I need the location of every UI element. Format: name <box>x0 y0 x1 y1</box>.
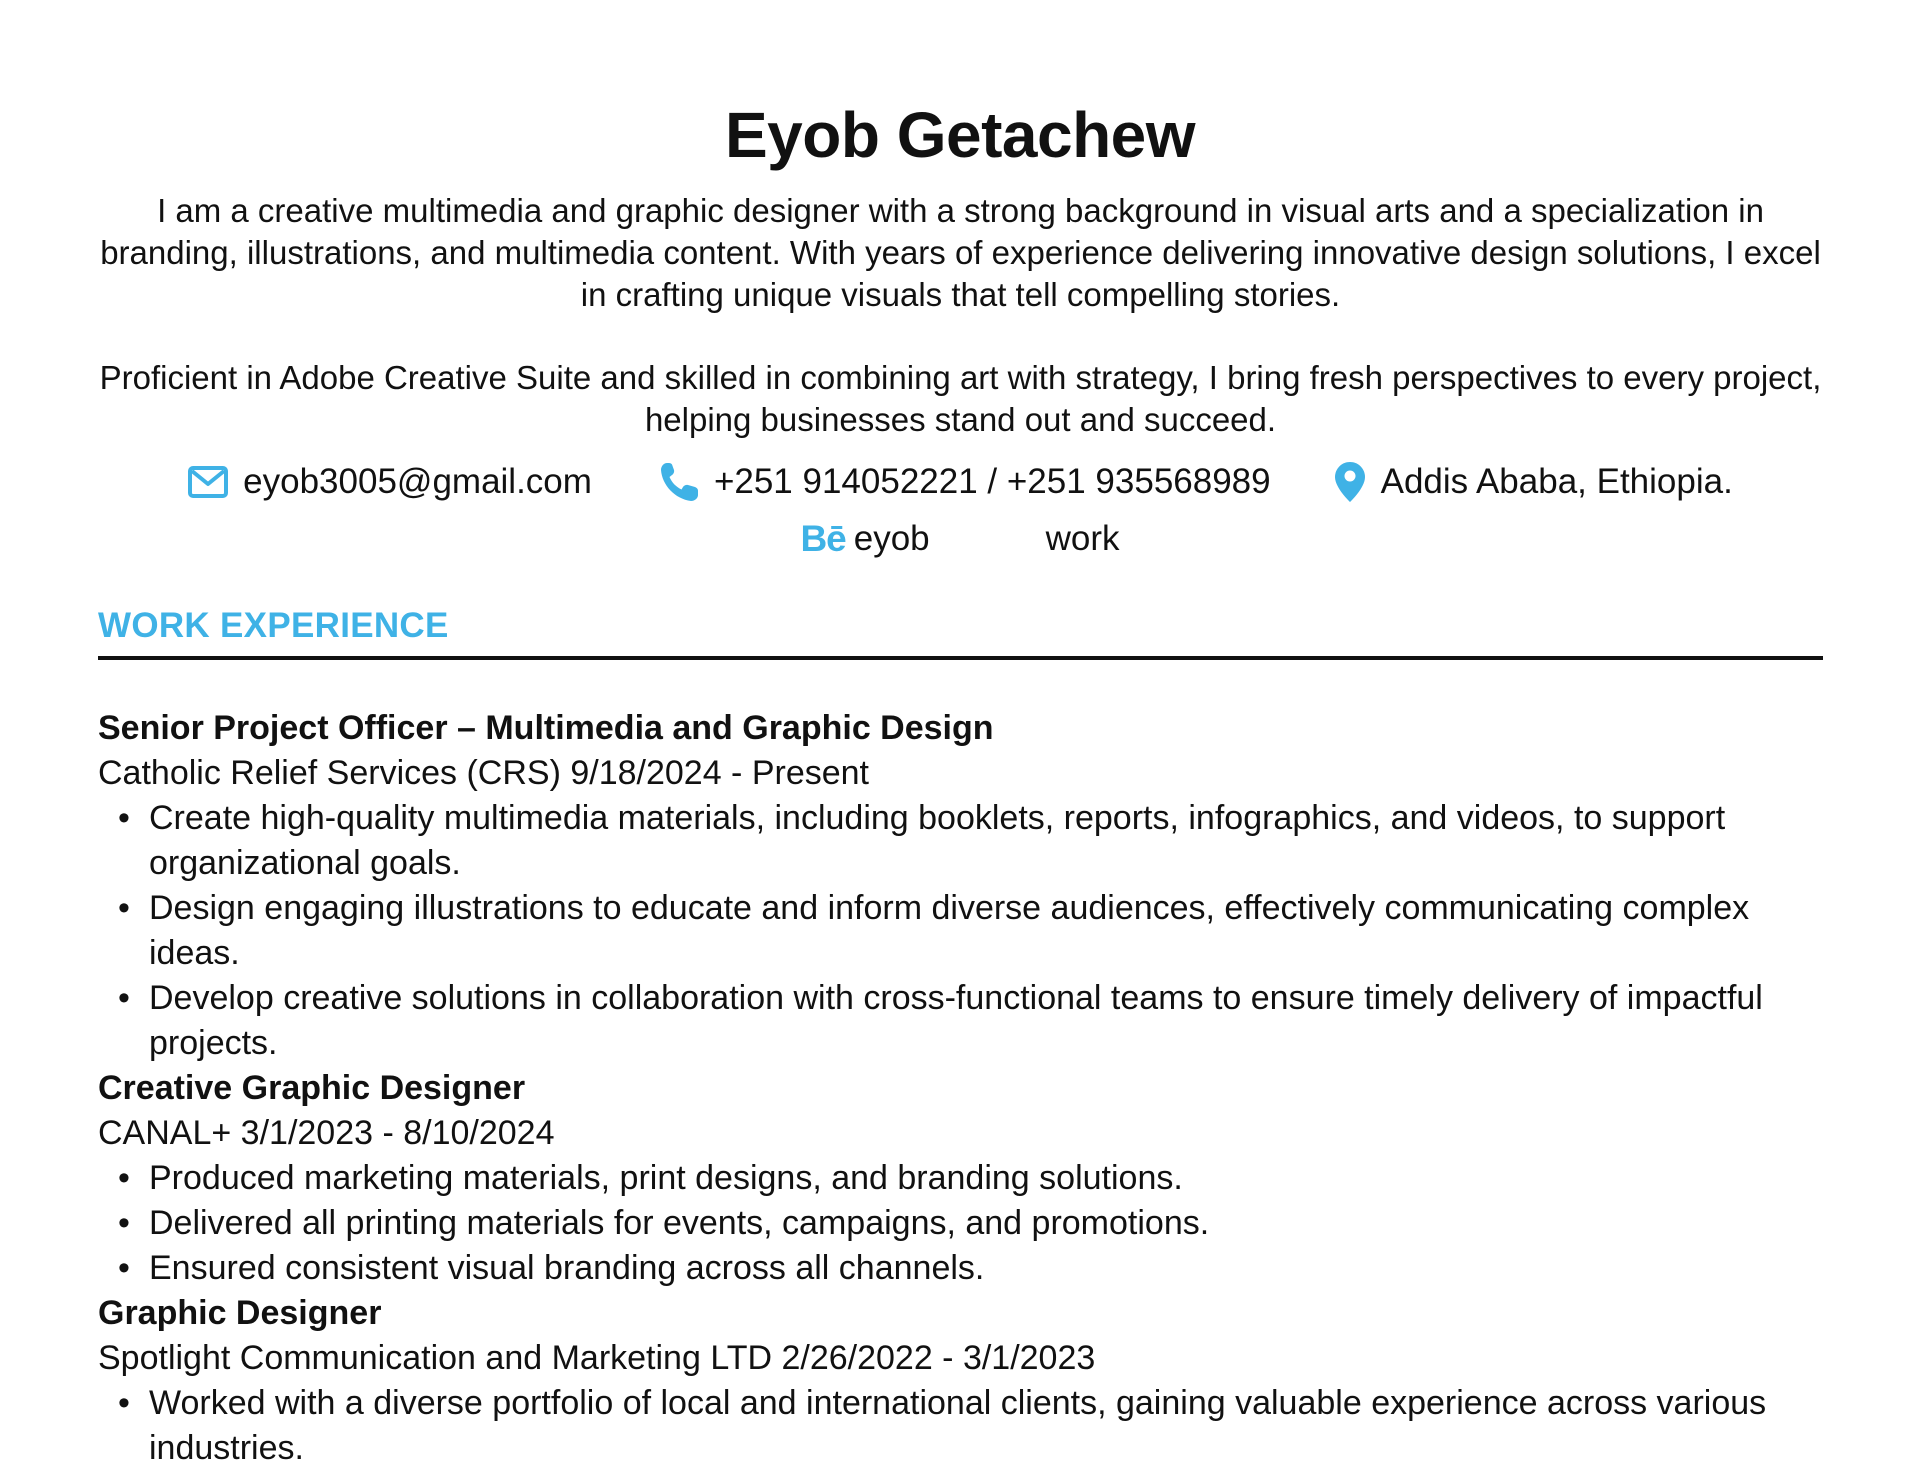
bullet-item: • Create high-quality multimedia materials, including booklets, reports, infographics, and videos, to support organizational goals. <box>98 796 1823 886</box>
behance-icon: Bē <box>800 518 846 559</box>
work-text: work <box>1045 519 1120 558</box>
job-bullets <box>98 1156 1823 1291</box>
email-contact[interactable] <box>187 461 592 503</box>
job-entry <box>98 1291 1823 1471</box>
summary-paragraph-2: Proficient in Adobe Creative Suite and skilled in combining art with strategy, I bring fresh perspectives to every project, helping businesses stand out and succeed. <box>99 359 1822 438</box>
bullet-item: • Delivered all printing materials for events, campaigns, and promotions. <box>98 1201 1823 1246</box>
work-experience-heading: WORK EXPERIENCE <box>98 606 449 645</box>
job-entry <box>98 706 1823 1066</box>
job-title: Graphic Designer <box>98 1294 382 1332</box>
behance-text: eyob <box>853 519 930 558</box>
work-link[interactable] <box>1046 518 1120 560</box>
bullet-item: • Design engaging illustrations to educate and inform diverse audiences, effectively communicating complex ideas. <box>98 886 1823 976</box>
bullet-item: • Ensured consistent visual branding across all channels. <box>98 1246 1823 1291</box>
phone-icon <box>658 460 700 504</box>
work-experience-list <box>98 706 1823 1471</box>
section-divider <box>98 656 1823 660</box>
job-company-dates: Catholic Relief Services (CRS) 9/18/2024 - Present <box>98 754 869 792</box>
location-contact <box>1333 460 1733 504</box>
job-title: Creative Graphic Designer <box>98 1069 526 1107</box>
job-company-dates: CANAL+ 3/1/2023 - 8/10/2024 <box>98 1114 555 1152</box>
bullet-item: • Produced marketing materials, print designs, and branding solutions. <box>98 1156 1823 1201</box>
candidate-name: Eyob Getachew <box>724 99 1196 171</box>
bullet-item: • Develop creative solutions in collaboration with cross-functional teams to ensure timely delivery of impactful projects. <box>98 976 1823 1066</box>
job-bullets <box>98 796 1823 1066</box>
job-entry <box>98 1066 1823 1291</box>
phone-contact[interactable] <box>658 460 1271 504</box>
job-bullets <box>98 1381 1823 1471</box>
job-title: Senior Project Officer – Multimedia and Graphic Design <box>98 709 994 747</box>
job-company-dates: Spotlight Communication and Marketing LTD 2/26/2022 - 3/1/2023 <box>98 1339 1096 1377</box>
contact-row <box>0 460 1920 504</box>
phone-text: +251 914052221 / +251 935568989 <box>713 462 1271 501</box>
behance-link[interactable] <box>800 518 929 560</box>
location-text: Addis Ababa, Ethiopia. <box>1380 462 1733 501</box>
email-icon <box>187 465 229 499</box>
email-text: eyob3005@gmail.com <box>243 462 592 501</box>
summary-paragraph-1: I am a creative multimedia and graphic designer with a strong background in visual arts and a specialization in branding, illustrations, and multimedia content. With years of experience delivering innovative design solutions, I excel in crafting unique visuals that tell compelling stories. <box>100 192 1821 313</box>
location-pin-icon <box>1333 460 1367 504</box>
bullet-item: • Worked with a diverse portfolio of local and international clients, gaining valuable experience across various industries. <box>98 1381 1823 1471</box>
links-row <box>0 518 1920 560</box>
